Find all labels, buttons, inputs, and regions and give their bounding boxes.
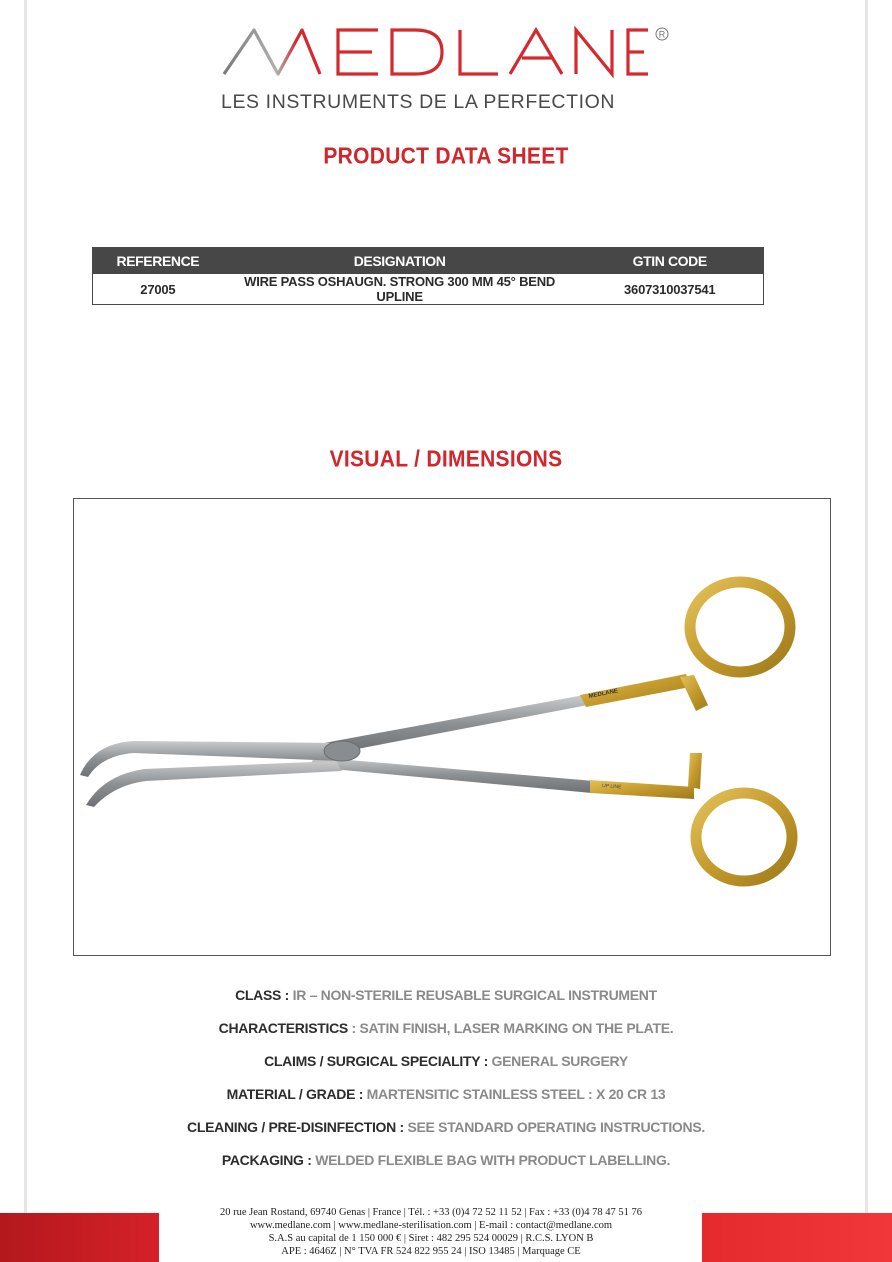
spec-label: CLASS : [235,987,290,1003]
footer-certifications: APE : 4646Z | N° TVA FR 524 822 955 24 | ISO 13485 | Marquage CE [281,1246,581,1257]
spec-label: PACKAGING : [221,1152,312,1168]
curved-forceps-instrument-icon [74,499,830,955]
spec-cleaning [0,1116,892,1149]
table-row [93,274,764,305]
footer-red-bar-left [0,1213,159,1262]
col-header-reference: REFERENCE [93,248,223,275]
spec-value: IR – NON-STERILE REUSABLE SURGICAL INSTRUMENT [289,987,657,1003]
spec-value: GENERAL SURGERY [487,1053,628,1069]
brand-tagline: LES INSTRUMENTS DE LA PERFECTION [221,91,616,113]
spec-label: CLEANING / PRE-DISINFECTION : [187,1119,404,1135]
spec-label: CLAIMS / SURGICAL SPECIALITY : [264,1053,488,1069]
col-header-gtin: GTIN CODE [576,248,763,275]
visual-dimensions-title: VISUAL / DIMENSIONS [329,447,563,472]
cell-reference: 27005 [93,274,223,305]
company-footer [160,1206,702,1258]
spec-label: MATERIAL / GRADE : [226,1086,364,1102]
spec-value: SEE STANDARD OPERATING INSTRUCTIONS. [403,1119,705,1135]
spec-label: CHARACTERISTICS [218,1020,348,1036]
footer-registration: S.A.S au capital de 1 150 000 € | Siret : 482 295 524 00029 | R.C.S. LYON B [268,1233,594,1244]
product-reference-table [92,247,764,305]
footer-red-bar-right [702,1213,892,1262]
spec-characteristics [0,1017,892,1050]
product-data-sheet-title: PRODUCT DATA SHEET [323,144,569,169]
spec-value: : SATIN FINISH, LASER MARKING ON THE PLATE. [347,1020,674,1036]
specifications-list [0,984,892,1182]
table-header-row [93,248,764,275]
spec-claims [0,1050,892,1083]
svg-text:UP LINE: UP LINE [601,783,622,791]
svg-text:R: R [658,29,666,40]
product-image-frame [73,498,831,956]
cell-gtin: 3607310037541 [576,274,763,305]
spec-value: MARTENSITIC STAINLESS STEEL : X 20 CR 13 [363,1086,666,1102]
spec-material [0,1083,892,1116]
spec-value: WELDED FLEXIBLE BAG WITH PRODUCT LABELLING. [311,1152,671,1168]
svg-text:MEDLANE: MEDLANE [588,688,619,700]
cell-designation: WIRE PASS OSHAUGN. STRONG 300 MM 45° BEND UPLINE [223,274,577,305]
footer-address: 20 rue Jean Rostand, 69740 Genas | France | Tél. : +33 (0)4 72 52 11 52 | Fax : +33 (0)4 78 47 51 76 [219,1207,643,1218]
col-header-designation: DESIGNATION [223,248,577,275]
spec-packaging [0,1149,892,1182]
footer-web-email: www.medlane.com | www.medlane-sterilisation.com | E-mail : contact@medlane.com [249,1220,613,1231]
spec-class [0,984,892,1017]
